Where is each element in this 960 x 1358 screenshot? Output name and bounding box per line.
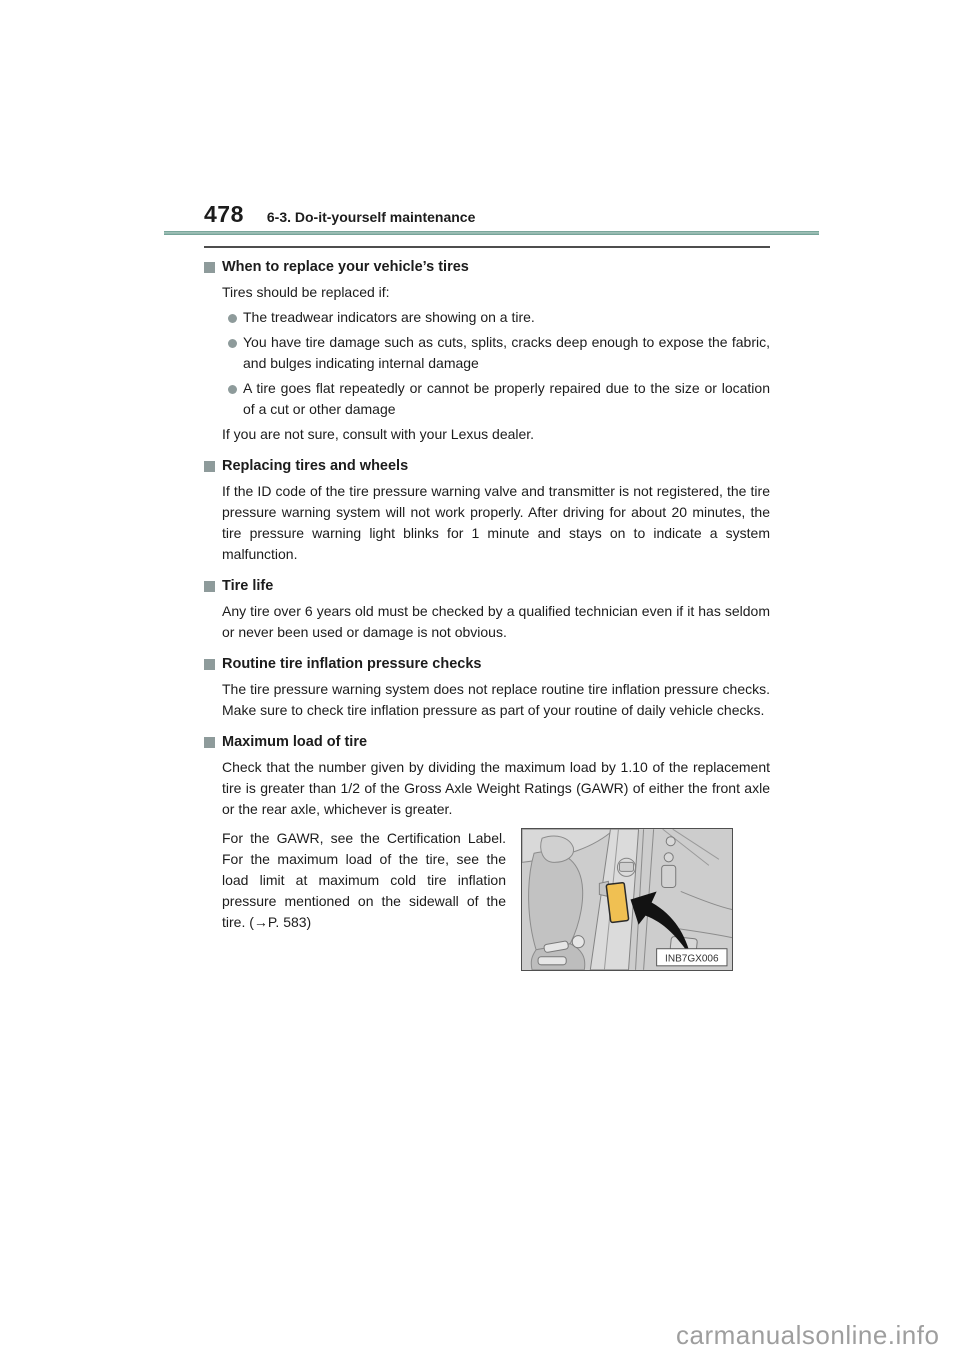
square-bullet-icon [204, 737, 215, 748]
body-paragraph: Tires should be replaced if: [222, 284, 390, 300]
list-item [228, 378, 770, 420]
door-lock-part [666, 837, 675, 846]
door-latch [662, 865, 676, 887]
section-heading [204, 257, 770, 278]
list-item-text: You have tire damage such as cuts, splits, cracks deep enough to expose the fabric, and bulges indicating internal damage [243, 334, 770, 371]
square-bullet-icon [204, 659, 215, 670]
section-heading-text: Tire life [222, 578, 274, 594]
page-number: 478 [204, 201, 244, 227]
section-heading-text: Maximum load of tire [222, 734, 368, 750]
body-paragraph: If you are not sure, consult with your Lexus dealer. [222, 426, 535, 442]
list-item [228, 332, 770, 374]
certification-label-highlight [606, 882, 629, 922]
section-heading [204, 456, 770, 477]
watermark-text: carmanualsonline.info [676, 1320, 940, 1350]
section-heading [204, 654, 770, 675]
section-heading-text: Routine tire inflation pressure checks [222, 656, 482, 672]
figure-row [222, 828, 770, 971]
list-item [228, 307, 770, 328]
chapter-title: 6-3. Do-it-yourself maintenance [266, 209, 476, 225]
square-bullet-icon [204, 461, 215, 472]
square-bullet-icon [204, 581, 215, 592]
page-header [204, 201, 475, 228]
round-bullet-icon [228, 339, 237, 348]
car-interior-illustration [522, 829, 732, 970]
figure-code-label: INB7GX006 [665, 953, 719, 965]
list-item-text: The treadwear indicators are showing on a tire. [243, 309, 535, 325]
section-heading-text: When to replace your vehicle’s tires [222, 259, 469, 275]
page-content [204, 254, 770, 971]
certification-label-figure [521, 828, 733, 971]
seat-adjust-knob [572, 936, 584, 948]
header-accent-rule [164, 231, 819, 235]
round-bullet-icon [228, 314, 237, 323]
section-heading [204, 732, 770, 753]
body-paragraph: If the ID code of the tire pressure warning valve and transmitter is not registered, the tire pressure warning system will not work properly. After driving for about 20 minutes, the tire pressure warning light blinks for 1 minute and stays on to indicate a system malfunction. [222, 483, 770, 562]
body-paragraph: The tire pressure warning system does not replace routine tire inflation pressure checks. Make sure to check tire inflation pressure as part of your routine of daily vehicle checks. [222, 681, 770, 718]
body-paragraph: Check that the number given by dividing the maximum load by 1.10 of the replacement tire is greater than 1/2 of the Gross Axle Weight Ratings (GAWR) of either the front axle or the rear axle, whichever is greater. [222, 759, 770, 817]
striker-plate [619, 862, 633, 871]
square-bullet-icon [204, 262, 215, 273]
list-item-text: A tire goes flat repeatedly or cannot be properly repaired due to the size or location of a cut or other damage [243, 380, 770, 417]
section-heading [204, 576, 770, 597]
body-paragraph: Any tire over 6 years old must be checked by a qualified technician even if it has seldom or never been used or damage is not obvious. [222, 603, 770, 640]
section-heading-text: Replacing tires and wheels [222, 458, 409, 474]
body-paragraph: For the GAWR, see the Certification Label. For the maximum load of the tire, see the load limit at maximum cold tire inflation pressure mentioned on the sidewall of the tire. (→P. 583) [222, 830, 506, 930]
section-divider-rule [204, 246, 770, 248]
round-bullet-icon [228, 385, 237, 394]
seat-back-shape [529, 852, 583, 950]
